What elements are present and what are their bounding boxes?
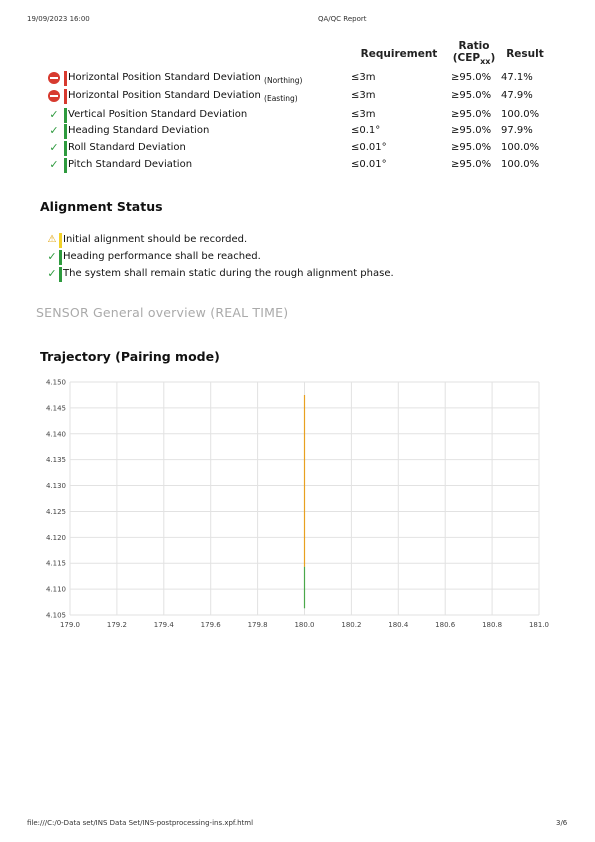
report-datetime: 19/09/2023 16:00	[27, 15, 90, 23]
row-label-sub: (Easting)	[264, 94, 298, 103]
fail-stop-icon	[48, 72, 60, 84]
table-row	[0, 141, 595, 157]
status-bar	[64, 89, 67, 104]
pass-check-icon: ✓	[49, 158, 59, 171]
row-requirement: ≤0.01°	[351, 159, 387, 170]
row-ratio: ≥95.0%	[451, 159, 492, 170]
footer-path: file:///C:/0-Data set/INS Data Set/INS-postprocessing-ins.xpf.html	[27, 819, 254, 827]
warning-icon: ⚠	[47, 234, 57, 245]
status-bar	[59, 233, 62, 248]
y-tick-label: 4.110	[45, 585, 66, 594]
row-result: 100.0%	[501, 109, 540, 120]
y-tick-label: 4.150	[45, 378, 66, 387]
pass-check-icon: ✓	[47, 250, 57, 263]
row-requirement: ≤3m	[351, 109, 376, 120]
alignment-item-label: The system shall remain static during the rough alignment phase.	[63, 268, 394, 279]
report-title: QA/QC Report	[318, 15, 367, 23]
footer-page: 3/6	[556, 819, 568, 827]
trajectory-chart	[0, 370, 595, 640]
status-bar	[64, 108, 67, 123]
row-result: 47.1%	[501, 72, 533, 83]
y-tick-label: 4.130	[45, 482, 66, 491]
row-label: Pitch Standard Deviation	[68, 159, 193, 170]
x-tick-label: 180.6	[435, 621, 456, 629]
row-result: 100.0%	[501, 159, 540, 170]
row-label: Vertical Position Standard Deviation	[68, 109, 248, 120]
pass-check-icon: ✓	[49, 108, 59, 121]
pass-check-icon: ✓	[49, 124, 59, 137]
table-row	[0, 71, 595, 87]
y-tick-label: 4.140	[45, 430, 66, 439]
col-ratio-cep: $(CEP_{xx})$	[452, 52, 496, 66]
y-tick-label: 4.105	[45, 611, 66, 620]
col-requirement: Requirement	[360, 48, 438, 60]
x-tick-label: 180.0	[294, 621, 315, 629]
row-requirement: ≤3m	[351, 72, 376, 83]
col-result: Result	[506, 48, 544, 60]
alignment-item	[0, 267, 595, 283]
table-row	[0, 89, 595, 105]
sensor-section-title: SENSOR General overview (REAL TIME)	[36, 305, 289, 320]
row-result: 100.0%	[501, 142, 540, 153]
table-row	[0, 124, 595, 140]
col-ratio	[444, 40, 504, 68]
status-bar	[64, 71, 67, 86]
x-tick-label: 179.8	[247, 621, 268, 629]
alignment-item-label: Heading performance shall be reached.	[63, 251, 261, 262]
row-ratio: ≥95.0%	[451, 72, 492, 83]
alignment-title: Alignment Status	[40, 199, 163, 214]
row-requirement: ≤3m	[351, 90, 376, 101]
x-tick-label: 180.2	[341, 621, 362, 629]
y-tick-label: 4.145	[45, 404, 66, 413]
table-row	[0, 108, 595, 124]
pass-check-icon: ✓	[47, 267, 57, 280]
row-result: 47.9%	[501, 90, 533, 101]
x-tick-label: 179.6	[200, 621, 221, 629]
row-label: Heading Standard Deviation	[68, 125, 210, 136]
status-bar	[64, 124, 67, 139]
alignment-item	[0, 233, 595, 249]
fail-stop-icon	[48, 90, 60, 102]
status-bar	[59, 267, 62, 282]
pass-check-icon: ✓	[49, 141, 59, 154]
col-ratio-label: Ratio	[458, 40, 490, 52]
row-ratio: ≥95.0%	[451, 125, 492, 136]
row-ratio: ≥95.0%	[451, 109, 492, 120]
y-tick-label: 4.115	[45, 559, 66, 568]
status-bar	[64, 141, 67, 156]
table-row	[0, 158, 595, 174]
status-bar	[64, 158, 67, 173]
row-ratio: ≥95.0%	[451, 142, 492, 153]
row-label-sub: (Northing)	[264, 76, 303, 85]
status-bar	[59, 250, 62, 265]
y-tick-label: 4.120	[45, 533, 66, 542]
row-label: Roll Standard Deviation	[68, 142, 186, 153]
row-ratio: ≥95.0%	[451, 90, 492, 101]
y-tick-label: 4.135	[45, 456, 66, 465]
x-tick-label: 180.4	[388, 621, 409, 629]
x-tick-label: 179.0	[59, 621, 81, 629]
x-tick-label: 179.2	[106, 621, 127, 629]
y-tick-label: 4.125	[45, 507, 66, 516]
x-tick-label: 181.0	[528, 621, 550, 629]
row-requirement: ≤0.1°	[351, 125, 381, 136]
row-result: 97.9%	[501, 125, 533, 136]
x-tick-label: 180.8	[482, 621, 503, 629]
alignment-item-label: Initial alignment should be recorded.	[63, 234, 248, 245]
row-label: Horizontal Position Standard Deviation $_{(Easting)}$	[68, 90, 298, 103]
row-label: Horizontal Position Standard Deviation $_{(Northing)}$	[68, 72, 303, 85]
alignment-item	[0, 250, 595, 266]
x-tick-label: 179.4	[153, 621, 174, 629]
trajectory-title: Trajectory (Pairing mode)	[40, 349, 220, 364]
row-requirement: ≤0.01°	[351, 142, 387, 153]
